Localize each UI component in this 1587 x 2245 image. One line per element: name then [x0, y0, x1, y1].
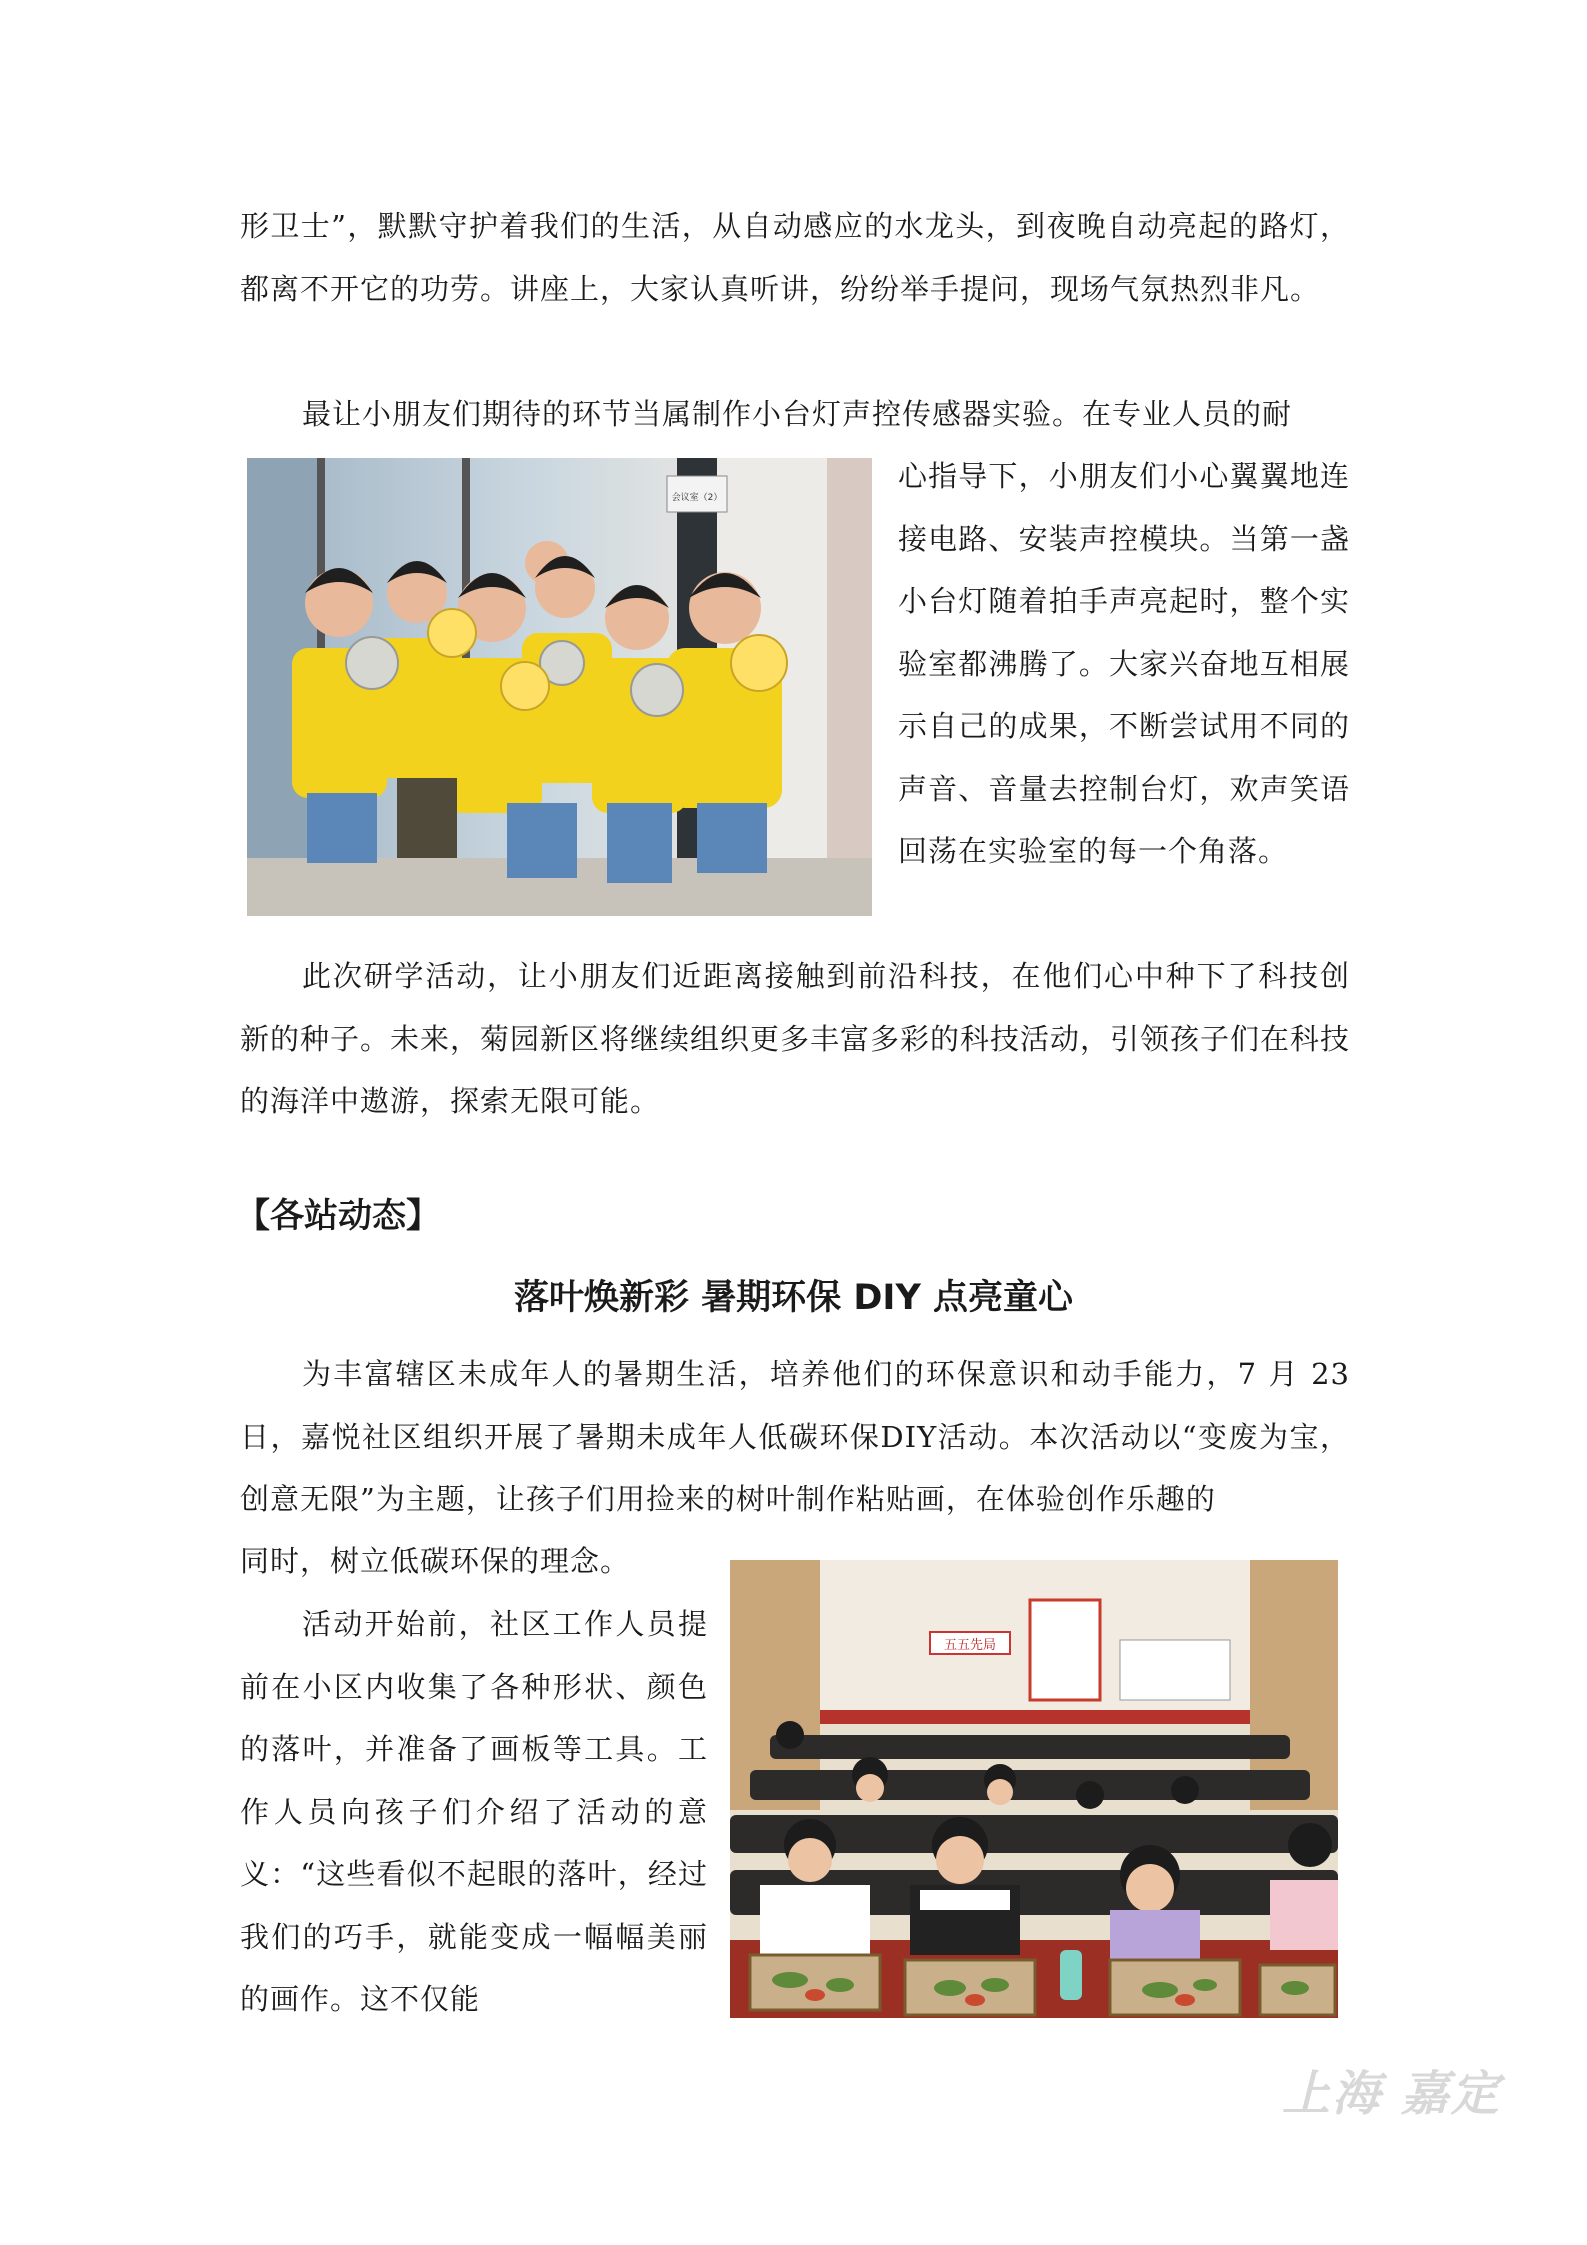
photo-children-lamps [247, 458, 872, 916]
section-header: 【各站动态】 [236, 1196, 440, 1236]
paragraph-article-intro: 为丰富辖区未成年人的暑期生活，培养他们的环保意识和动手能力，7 月 23 日，嘉悦社区组织开展了暑期未成年人低碳环保DIY活动。本次活动以“变废为宝，创意无限”为主题，让孩子们用捡来的树叶制作粘贴画，在体验创作乐趣的 [240, 1357, 1350, 1516]
watermark-logo: 上海 嘉定 [1282, 2066, 1501, 2122]
paragraph-article-intro-tail: 同时，树立低碳环保的理念。 [240, 1544, 631, 1578]
paragraph-activity-prep: 活动开始前，社区工作人员提前在小区内收集了各种形状、颜色的落叶，并准备了画板等工具。工作人员向孩子们介绍了活动的意义：“这些看似不起眼的落叶，经过我们的巧手，就能变成一幅幅美丽的画作。这不仅能 [240, 1607, 708, 2016]
article-title: 落叶焕新彩 暑期环保 DIY 点亮童心 [514, 1278, 1073, 1318]
paragraph-conclusion: 此次研学活动，让小朋友们近距离接触到前沿科技，在他们心中种下了科技创新的种子。未来，菊园新区将继续组织更多丰富多彩的科技活动，引领孩子们在科技的海洋中遨游，探索无限可能。 [240, 959, 1351, 1118]
paragraph-lecture: 形卫士”，默默守护着我们的生活，从自动感应的水龙头，到夜晚自动亮起的路灯，都离不开它的功劳。讲座上，大家认真听讲，纷纷举手提问，现场气氛热烈非凡。 [240, 209, 1350, 306]
photo-leaf-art-image [730, 1560, 1338, 2018]
photo1-door-sign-text: 会议室（2） [671, 493, 723, 503]
paragraph-experiment-body: 心指导下，小朋友们小心翼翼地连接电路、安装声控模块。当第一盏小台灯随着拍手声亮起时，整个实验室都沸腾了。大家兴奋地互相展示自己的成果，不断尝试用不同的声音、音量去控制台灯，欢声笑语回荡在实验室的每一个角落。 [898, 459, 1350, 868]
photo-children-lamps-image [247, 458, 872, 916]
photo2-banner-text: 五五先局 [943, 1638, 997, 1653]
photo-leaf-art-activity [730, 1560, 1338, 2018]
paragraph-experiment-intro: 最让小朋友们期待的环节当属制作小台灯声控传感器实验。在专业人员的耐 [302, 397, 1293, 431]
